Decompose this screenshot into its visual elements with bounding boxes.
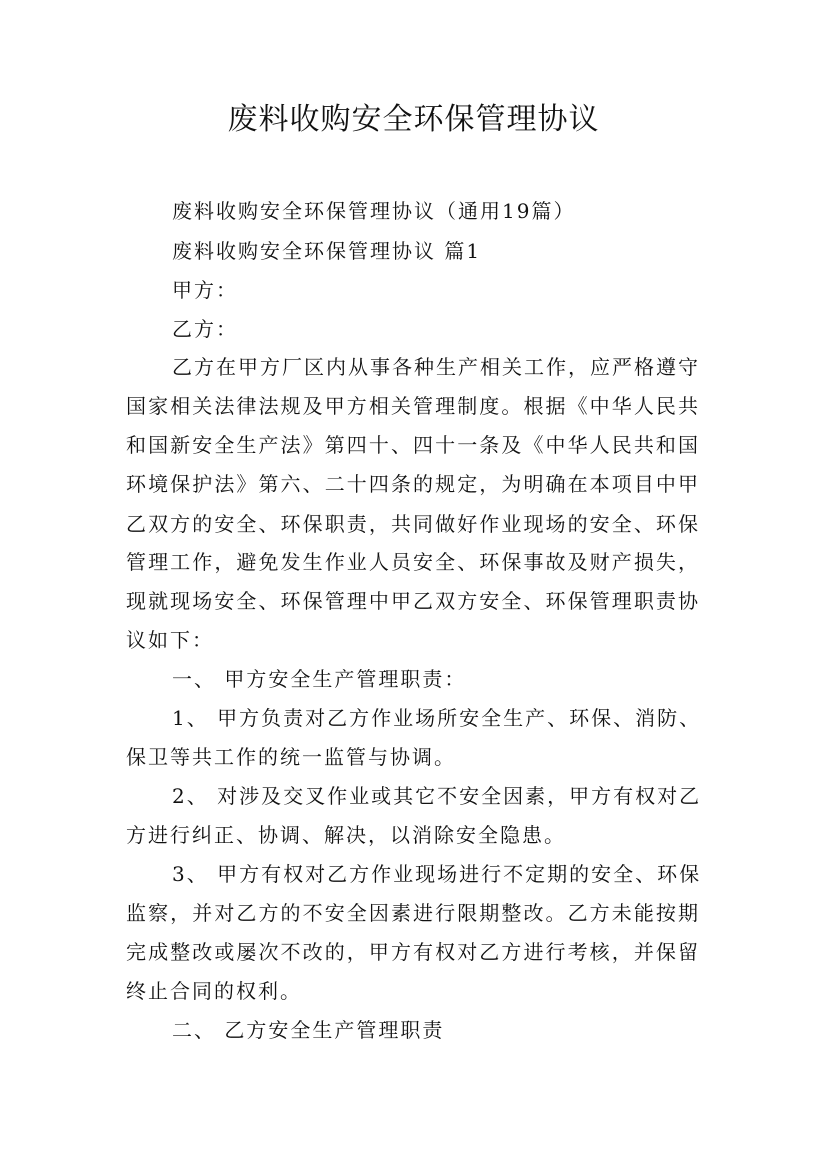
clause-line: 方进行纠正、协调、解决，以消除安全隐患。 [126, 823, 566, 847]
clause-line: 2、 对涉及交叉作业或其它不安全因素，甲方有权对乙 [172, 784, 702, 808]
clause-line: 3、 甲方有权对乙方作业现场进行不定期的安全、环保 [172, 862, 702, 886]
clause-line: 完成整改或屡次不改的，甲方有权对乙方进行考核，并保留 [126, 940, 700, 964]
paragraph-line: 和国新安全生产法》第四十、四十一条及《中华人民共和国 [126, 433, 700, 457]
section-heading-line: 废料收购安全环保管理协议 篇1 [172, 239, 482, 263]
document-title: 废料收购安全环保管理协议 [227, 102, 600, 137]
paragraph-line: 现就现场安全、环保管理中甲乙双方安全、环保管理职责协 [126, 589, 700, 613]
subtitle-line: 废料收购安全环保管理协议（通用19篇） [172, 199, 576, 223]
paragraph-line: 环境保护法》第六、二十四条的规定，为明确在本项目中甲 [126, 472, 700, 496]
party-a-line: 甲方： [172, 278, 238, 302]
clause-heading-line: 一、 甲方安全生产管理职责： [172, 667, 467, 691]
clause-line: 1、 甲方负责对乙方作业场所安全生产、环保、消防、 [172, 706, 702, 730]
clause-heading-line: 二、 乙方安全生产管理职责 [172, 1018, 445, 1042]
paragraph-line: 乙双方的安全、环保职责，共同做好作业现场的安全、环保 [126, 512, 700, 536]
paragraph-line: 国家相关法律法规及甲方相关管理制度。根据《中华人民共 [126, 394, 700, 418]
paragraph-line: 乙方在甲方厂区内从事各种生产相关工作，应严格遵守 [172, 355, 700, 379]
party-b-line: 乙方： [172, 317, 238, 341]
paragraph-line: 管理工作，避免发生作业人员安全、环保事故及财产损失， [126, 550, 700, 574]
clause-line: 终止合同的权利。 [126, 979, 302, 1003]
clause-line: 保卫等共工作的统一监管与协调。 [126, 745, 456, 769]
paragraph-line: 议如下： [126, 628, 214, 652]
clause-line: 监察，并对乙方的不安全因素进行限期整改。乙方未能按期 [126, 901, 700, 925]
